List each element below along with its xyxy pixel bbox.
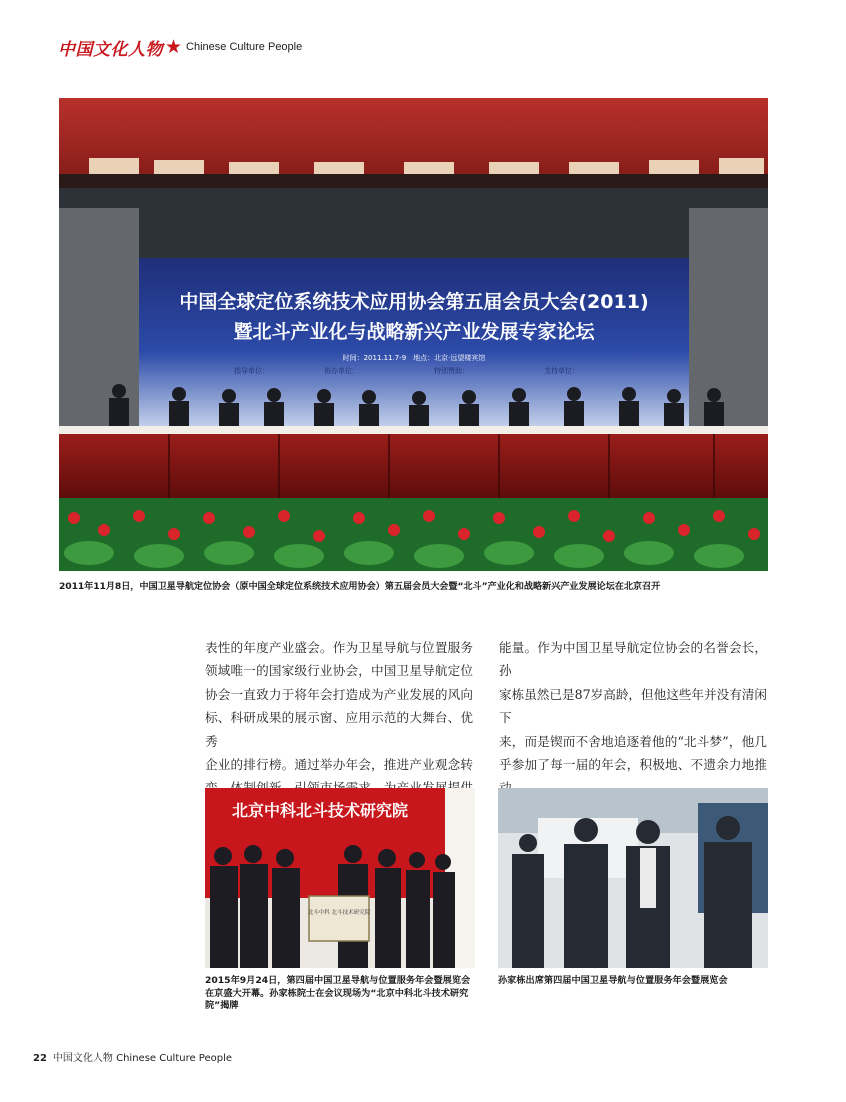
banner-sponsor-1: 指导单位： — [234, 367, 269, 375]
banner-sponsor-4: 支持单位： — [544, 367, 579, 375]
body-line: 企业的排行榜。通过举办年会，推进产业观念转 — [205, 757, 473, 773]
body-line: 能量。作为中国卫星导航定位协会的名誉会长，孙 — [499, 640, 767, 679]
expo-visit-photo — [498, 788, 768, 968]
main-photo — [59, 98, 768, 571]
conference-hall-illustration — [59, 98, 768, 571]
body-line: 乎参加了每一届的年会，积极地、不遗余力地推 — [499, 757, 767, 773]
body-line: 家栋虽然已是87岁高龄，但他这些年并没有清闲下 — [499, 686, 767, 726]
body-line: 协会一直致力于将年会打造成为产业发展的风向 — [205, 686, 473, 702]
star-icon: ★ — [165, 35, 183, 58]
page-footer — [33, 1049, 232, 1064]
banner-date: 时间：2011.11.7-9 地点：北京·远望楼宾馆 — [342, 354, 486, 362]
body-line: 领域唯一的国家级行业协会，中国卫星导航定位 — [205, 663, 473, 679]
institute-sign: 北京中科北斗技术研究院 — [231, 801, 409, 820]
body-line: 标、科研成果的展示窗、应用示范的大舞台、优秀 — [205, 710, 473, 749]
banner-sponsor-2: 协办单位： — [324, 367, 359, 375]
plaque-unveiling-photo — [205, 788, 475, 968]
banner-line1: 中国全球定位系统技术应用协会第五届会员大会(2011) — [179, 291, 649, 313]
masthead — [58, 36, 302, 58]
banner-sponsor-3: 特别赞助： — [434, 367, 469, 375]
body-line: 表性的年度产业盛会。作为卫星导航与位置服务 — [205, 640, 473, 655]
plaque-text: 北斗中科 北斗技术研究院 — [307, 910, 371, 916]
body-line: 来，而是锲而不舍地追逐着他的“北斗梦”，他几 — [499, 733, 767, 749]
expo-photo-caption: 孙家栋出席第四届中国卫星导航与位置服务年会暨展览会 — [498, 975, 728, 986]
page-number: 22 — [33, 1053, 47, 1064]
main-photo-caption: 2011年11月8日，中国卫星导航定位协会（原中国全球定位系统技术应用协会）第五届会员大会暨“北斗”产业化和战略新兴产业发展论坛在北京召开 — [59, 581, 661, 592]
plaque-photo-caption: 2015年9月24日，第四届中国卫星导航与位置服务年会暨展览会在京盛大开幕。孙家栋院士在会议现场为“北京中科北斗技术研究院”揭牌 — [205, 975, 471, 1011]
masthead-logo: 中国文化人物 — [58, 39, 163, 60]
banner-line2: 暨北斗产业化与战略新兴产业发展专家论坛 — [233, 321, 595, 343]
expo-visit-illustration — [498, 788, 768, 968]
masthead-title-en: Chinese Culture People — [186, 41, 303, 53]
plaque-unveiling-illustration — [205, 788, 475, 968]
footer-title: 中国文化人物 Chinese Culture People — [52, 1053, 233, 1064]
